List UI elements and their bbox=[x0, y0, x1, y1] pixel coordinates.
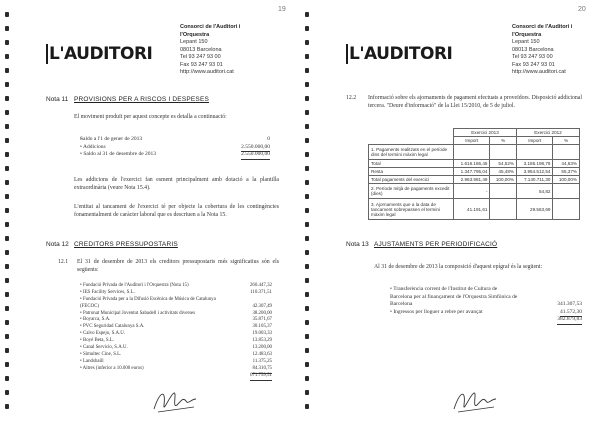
note-11-movements bbox=[80, 136, 270, 159]
table-row: 1. Pagaments realitzats en el període dins del termini màxim legal bbox=[369, 145, 580, 160]
creditor-row: • Simultec Cine, S.L. 12.483,63 bbox=[80, 351, 272, 357]
movement-row: • Saldo al 31 de desembre de 2013 2.550.000,00 bbox=[80, 151, 270, 159]
note-11-paragraph-2: L'entitat al tancament de l'exercici té per objecte la cobertura de les contingències fonamentalment de caràcter laboral que es descriuen a la Nota 15. bbox=[74, 204, 279, 218]
signature bbox=[150, 385, 200, 417]
page-number: 20 bbox=[578, 6, 586, 13]
note-11-heading: Nota 11 PROVISIONS PER A RISCOS I DESPESES bbox=[46, 96, 210, 103]
year-header: Exercici 2012 bbox=[516, 129, 579, 137]
note-11-intro: El moviment produït per aquest concepte es detalla a continuació: bbox=[74, 114, 227, 120]
creditor-row: • Fundació Privada de l'Auditori i l'Orquestra (Nota 15) 260.447,32 bbox=[80, 283, 272, 288]
payments-table bbox=[368, 128, 580, 220]
column-header: Import bbox=[516, 137, 552, 145]
auditori-logo: L'AUDITORI bbox=[346, 44, 452, 64]
note-13-heading: Nota 13 AJUSTAMENTS PER PERIODIFICACIÓ bbox=[346, 241, 498, 248]
auditori-logo: L'AUDITORI bbox=[46, 44, 152, 64]
note-12-2-number: 12.2 bbox=[346, 95, 357, 101]
creditor-row: • Boyarca, S.A. 35.871,67 bbox=[80, 317, 272, 323]
document-page-right bbox=[300, 0, 600, 423]
table-row: 3. Ajornaments que a la data de tancament sobrepassen el termini màxim legal 41.191,61 29.563,69 bbox=[369, 199, 580, 220]
creditor-row: • IES Facility Services, S.L. 110.371,51 bbox=[80, 289, 272, 295]
note-12-1-intro: El 31 de desembre de 2013 els creditors pressupostaris més significatius són els següents: bbox=[77, 259, 279, 273]
binder-holes bbox=[302, 4, 314, 419]
creditor-row: • PVC Seguridad Catalunya S.A. 30.105,37 bbox=[80, 324, 272, 330]
column-header: % bbox=[553, 137, 580, 145]
creditor-row: • Boyé Beta, S.L. 13.853,29 bbox=[80, 338, 272, 344]
creditor-row: • Patronat Municipal Joventut Sabadell i activitats diverses 38.200,00 bbox=[80, 310, 272, 316]
creditor-row: • Canal Servicio, S.A.U. 13.200,00 bbox=[80, 345, 272, 351]
year-header: Exercici 2013 bbox=[454, 129, 517, 137]
note-12-2-text: Informació sobre els ajornaments de pagament efectuats a proveïdors. Disposició addicional tercera. "Deure d'informació" de la Llei 15/2010, de 5 de juliol. bbox=[368, 95, 582, 109]
note-11-paragraph-1: Les addicions de l'exercici fan esment principalment amb dotació a la plantilla extraordinària (veure Nota 15.4). bbox=[74, 177, 279, 191]
address-block: Consorci de l'Auditori i l'Orquestra Lepant 150 08013 Barcelona Tel 93 247 93 00 Fax 93 247 93 01 http://www.auditori.cat bbox=[180, 24, 241, 75]
table-row: Resta 1.347.795,04 45,48% 3.954.512,54 55,37% bbox=[369, 168, 580, 176]
binder-holes bbox=[2, 4, 14, 419]
column-header: Import bbox=[454, 137, 490, 145]
note-13-intro: Al 31 de desembre de 2013 la composició d'aquest epígraf és la següent: bbox=[374, 264, 543, 270]
creditors-total-row: 671.759,51 bbox=[80, 373, 272, 380]
creditors-list bbox=[80, 283, 272, 379]
table-row: 2. Període mitjà de pagaments excedit (dies) - 54,82 bbox=[369, 184, 580, 199]
movement-row: • Saldo a l'1 de gener de 2013 0 bbox=[80, 136, 270, 144]
column-header: % bbox=[490, 137, 517, 145]
table-row: Total pagaments del exercici 2.963.981,49 100,00% 7.140.711,30 100,00% bbox=[369, 176, 580, 184]
page-number: 19 bbox=[278, 6, 286, 13]
address-block: Consorci de l'Auditori i l'Orquestra Lepant 150 08013 Barcelona Tel 93 247 93 00 Fax 93 247 93 01 http://www.auditori.cat bbox=[512, 24, 573, 75]
accrual-row: • Ingressos per lloguer a rebre per avançat 41.572,30 bbox=[390, 309, 582, 317]
accruals-total-row: 382.879,83 bbox=[390, 316, 582, 324]
table-row: Total 1.616.186,45 54,52% 3.186.198,76 44,63% bbox=[369, 160, 580, 168]
accrual-row: • Transferència corrent de l'Institut de Cultura de Barcelona per al finançament de l'Orquestra Simfònica de Barcelona 341.307,53 bbox=[390, 286, 582, 308]
note-12-1-number: 12.1 bbox=[58, 259, 69, 265]
creditor-row: • Fundació Privada per a la Difusió Escènica de Música de Catalunya (FECOC) 42.307,49 bbox=[80, 296, 272, 309]
accruals-list bbox=[390, 286, 582, 324]
creditor-row: • Altres (inferior a 10.000 euros) 84.310,75 bbox=[80, 366, 272, 373]
note-12-heading: Nota 12 CREDITORS PRESSUPOSTARIS bbox=[46, 241, 178, 248]
creditor-row: • Landsbaill 11.375,25 bbox=[80, 358, 272, 364]
signature bbox=[450, 385, 500, 417]
movement-row: • Addicions 2.550.000,00 bbox=[80, 144, 270, 152]
creditor-row: • Calvo Espejo, S.A.U. 19.003,33 bbox=[80, 331, 272, 337]
